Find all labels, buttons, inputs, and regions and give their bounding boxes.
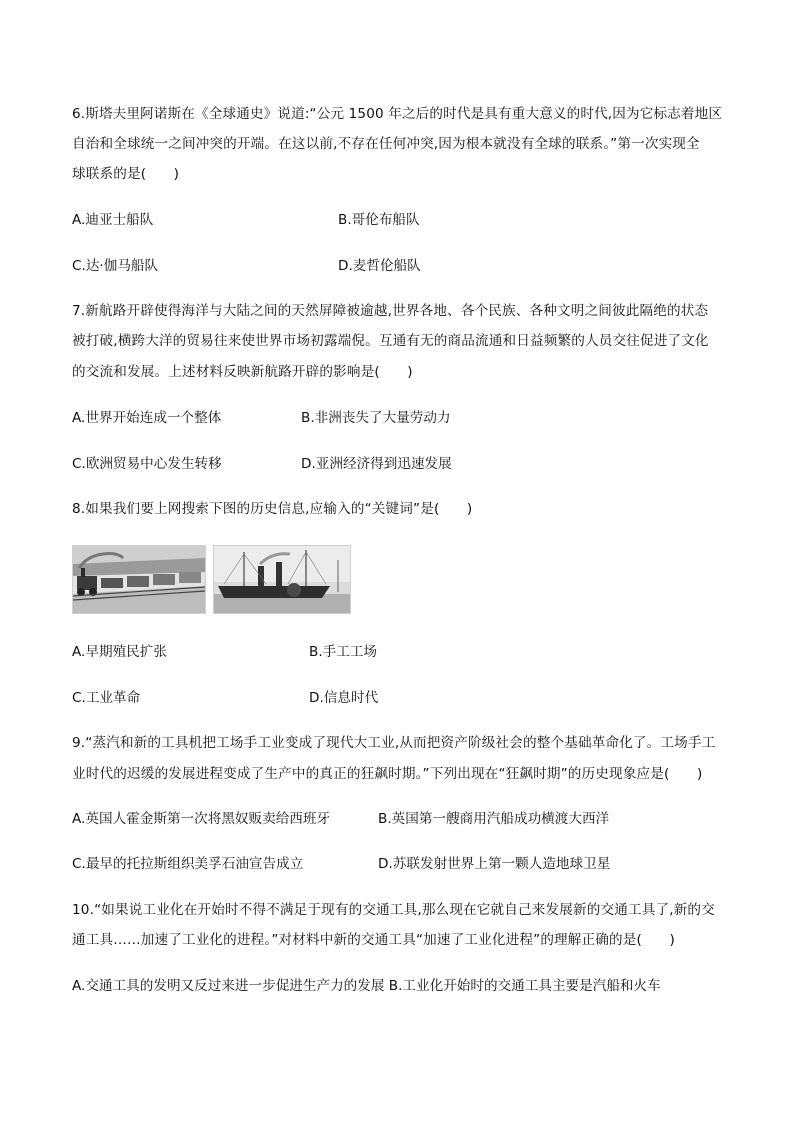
q7-line-3: 的交流和发展。上述材料反映新航路开辟的影响是( )	[72, 364, 413, 380]
q6-line-2: 自治和全球统一之间冲突的开端。在这以前,不存在任何冲突,因为根本就没有全球的联系。”第一次实现全	[72, 136, 700, 152]
q9-option-b: B.英国第一艘商用汽船成功横渡大西洋	[378, 811, 610, 827]
steam-locomotive-image	[72, 545, 206, 614]
steamship-image	[213, 545, 351, 614]
q9-option-d: D.苏联发射世界上第一颗人造地球卫星	[378, 856, 611, 872]
q6-option-b: B.哥伦布船队	[338, 212, 420, 228]
q7-option-b: B.非洲丧失了大量劳动力	[301, 410, 451, 426]
q10-line-2: 通工具……加速了工业化的进程。”对材料中新的交通工具“加速了工业化进程”的理解正确的是( )	[72, 932, 675, 948]
q8-line-1: 8.如果我们要上网搜索下图的历史信息,应输入的“关键词”是( )	[72, 501, 473, 517]
q7-line-2: 被打破,横跨大洋的贸易往来使世界市场初露端倪。互通有无的商品流通和日益频繁的人员交往促进了文化	[72, 333, 709, 349]
q6-option-a: A.迪亚士船队	[72, 212, 154, 228]
q7-line-1: 7.新航路开辟使得海洋与大陆之间的天然屏障被逾越,世界各地、各个民族、各种文明之间彼此隔绝的状态	[72, 303, 709, 319]
q9-option-a: A.英国人霍金斯第一次将黑奴贩卖给西班牙	[72, 811, 331, 827]
q9-option-c: C.最早的托拉斯组织美孚石油宣告成立	[72, 856, 304, 872]
q8-option-b: B.手工工场	[309, 644, 378, 660]
q6-option-c: C.达·伽马船队	[72, 258, 159, 274]
q10-options-ab: A.交通工具的发明又反过来进一步促进生产力的发展 B.工业化开始时的交通工具主要是汽船和火车	[72, 978, 661, 994]
q6-option-d: D.麦哲伦船队	[338, 258, 421, 274]
q9-line-1: 9.“蒸汽和新的工具机把工场手工业变成了现代大工业,从而把资产阶级社会的整个基础革命化了。工场手工	[72, 735, 716, 751]
q7-option-d: D.亚洲经济得到迅速发展	[301, 456, 452, 472]
q8-option-a: A.早期殖民扩张	[72, 644, 167, 660]
q6-line-1: 6.斯塔夫里阿诺斯在《全球通史》说道:“公元 1500 年之后的时代是具有重大意义的时代,因为它标志着地区	[72, 106, 723, 122]
q9-line-2: 业时代的迟缓的发展进程变成了生产中的真正的狂飙时期。”下列出现在“狂飙时期”的历史现象应是( )	[72, 766, 703, 782]
q6-line-3: 球联系的是( )	[72, 166, 180, 182]
q10-line-1: 10.“如果说工业化在开始时不得不满足于现有的交通工具,那么现在它就自己来发展新的交通工具了,新的交	[72, 902, 715, 918]
q8-option-c: C.工业革命	[72, 690, 141, 706]
q8-option-d: D.信息时代	[309, 690, 379, 706]
q7-option-c: C.欧洲贸易中心发生转移	[72, 456, 222, 472]
q7-option-a: A.世界开始连成一个整体	[72, 410, 222, 426]
